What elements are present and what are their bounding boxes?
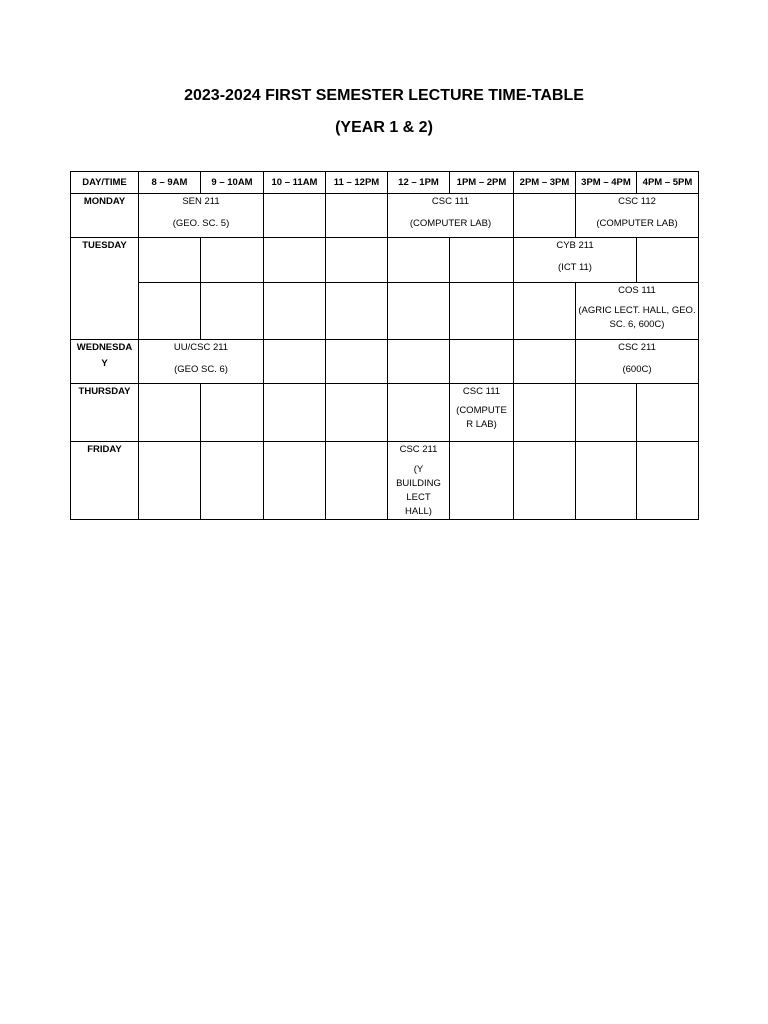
venue: (ICT 11) [558,262,592,273]
header-slot: 10 – 11AM [264,172,326,194]
empty-cell [637,442,699,520]
class-cell [576,194,699,238]
empty-cell [139,442,201,520]
empty-cell [514,340,576,384]
empty-cell [388,238,450,283]
venue: (GEO. SC. 5) [172,218,230,229]
day-label-friday: FRIDAY [71,442,139,520]
empty-cell [450,442,514,520]
course-code: CSC 211 [399,444,438,455]
empty-cell [326,283,388,340]
header-slot: 8 – 9AM [139,172,201,194]
empty-cell [637,238,699,283]
page-title: 2023-2024 FIRST SEMESTER LECTURE TIME-TABLE [184,87,584,104]
class-cell [139,194,264,238]
empty-cell [139,384,201,442]
course-code: CSC 211 [618,342,656,353]
monday-row [71,194,699,238]
empty-cell [576,384,637,442]
tuesday-row-1 [71,238,699,283]
header-slot: 3PM – 4PM [576,172,637,194]
venue: (GEO SC. 6) [174,364,228,375]
empty-cell [201,283,264,340]
empty-cell [388,340,450,384]
empty-cell [139,238,201,283]
course-code: CSC 111 [431,196,470,207]
day-label-monday: MONDAY [71,194,139,238]
empty-cell [264,283,326,340]
empty-cell [201,238,264,283]
empty-cell [139,283,201,340]
empty-cell [514,194,576,238]
tuesday-row-2 [71,283,699,340]
page-subtitle: (YEAR 1 & 2) [335,119,433,136]
course-code: UU/CSC 211 [173,342,229,353]
course-code: CSC 112 [618,196,656,207]
empty-cell [264,442,326,520]
course-code: CSC 111 [462,386,501,397]
empty-cell [326,238,388,283]
venue: (AGRIC LECT. HALL, GEO. SC. 6, 600C) [578,305,696,330]
class-cell [514,238,637,283]
wednesday-row [71,340,699,384]
class-cell [450,384,514,442]
header-slot: 9 – 10AM [201,172,264,194]
empty-cell [264,384,326,442]
day-label-wednesday: WEDNESDA Y [71,340,139,384]
class-cell [576,283,699,340]
empty-cell [450,340,514,384]
empty-cell [388,384,450,442]
empty-cell [514,283,576,340]
empty-cell [637,384,699,442]
empty-cell [326,384,388,442]
venue: (COMPUTE R LAB) [456,405,507,430]
course-code: COS 111 [618,285,656,296]
empty-cell [514,442,576,520]
venue: (600C) [622,364,652,375]
empty-cell [326,340,388,384]
class-cell [576,340,699,384]
empty-cell [264,340,326,384]
header-slot: 4PM – 5PM [637,172,699,194]
friday-row [71,442,699,520]
venue: (Y BUILDING LECT HALL) [396,464,441,517]
header-row [71,172,699,194]
header-slot: 11 – 12PM [326,172,388,194]
venue: (COMPUTER LAB) [596,218,678,229]
empty-cell [576,442,637,520]
empty-cell [201,384,264,442]
header-day-time: DAY/TIME [71,172,139,194]
empty-cell [514,384,576,442]
course-code: CYB 211 [556,240,594,251]
header-slot: 12 – 1PM [388,172,450,194]
timetable [70,171,699,520]
empty-cell [388,283,450,340]
day-label-tuesday: TUESDAY [71,238,139,340]
empty-cell [264,238,326,283]
empty-cell [326,194,388,238]
empty-cell [201,442,264,520]
thursday-row [71,384,699,442]
class-cell [388,194,514,238]
empty-cell [264,194,326,238]
class-cell [139,340,264,384]
empty-cell [450,238,514,283]
venue: (COMPUTER LAB) [409,218,492,229]
class-cell [388,442,450,520]
empty-cell [450,283,514,340]
course-code: SEN 211 [182,196,220,207]
day-label-thursday: THURSDAY [71,384,139,442]
header-slot: 1PM – 2PM [450,172,514,194]
empty-cell [326,442,388,520]
header-slot: 2PM – 3PM [514,172,576,194]
